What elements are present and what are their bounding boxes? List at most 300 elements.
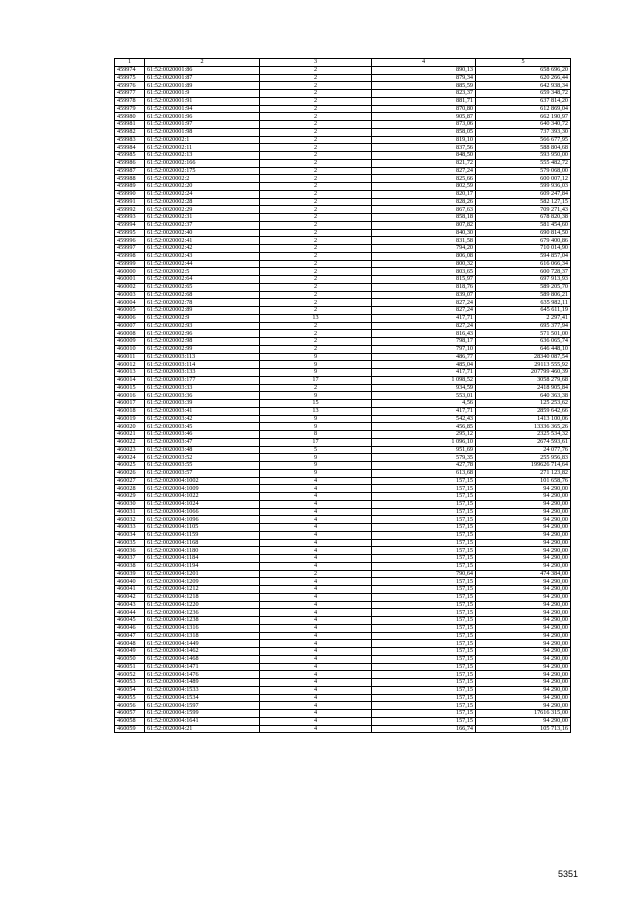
cadastral-number-cell: 61:52:0020002:28 bbox=[145, 198, 260, 206]
cadastral-number-cell: 61:52:0020003:36 bbox=[145, 392, 260, 400]
group-cell: 2 bbox=[260, 113, 372, 121]
row-id-cell: 459996 bbox=[115, 237, 145, 245]
row-id-cell: 460024 bbox=[115, 454, 145, 462]
column-header: 5 bbox=[476, 59, 571, 67]
table-row bbox=[115, 655, 571, 663]
value-cell: 199626 714,64 bbox=[476, 462, 571, 470]
table-row bbox=[115, 198, 571, 206]
cadastral-number-cell: 61:52:0020004:21 bbox=[145, 725, 260, 733]
table-row bbox=[115, 392, 571, 400]
area-cell: 157,15 bbox=[372, 547, 476, 555]
cadastral-number-cell: 61:52:0020001:91 bbox=[145, 97, 260, 105]
row-id-cell: 459977 bbox=[115, 90, 145, 98]
table-row bbox=[115, 245, 571, 253]
row-id-cell: 459983 bbox=[115, 136, 145, 144]
group-cell: 4 bbox=[260, 617, 372, 625]
row-id-cell: 460042 bbox=[115, 593, 145, 601]
table-row bbox=[115, 531, 571, 539]
row-id-cell: 460015 bbox=[115, 384, 145, 392]
cadastral-number-cell: 61:52:0020002:37 bbox=[145, 221, 260, 229]
group-cell: 2 bbox=[260, 152, 372, 160]
cadastral-number-cell: 61:52:0020004:1096 bbox=[145, 516, 260, 524]
group-cell: 9 bbox=[260, 462, 372, 470]
value-cell: 94 290,00 bbox=[476, 586, 571, 594]
row-id-cell: 459987 bbox=[115, 167, 145, 175]
group-cell: 2 bbox=[260, 175, 372, 183]
row-id-cell: 460008 bbox=[115, 330, 145, 338]
group-cell: 17 bbox=[260, 376, 372, 384]
value-cell: 94 290,00 bbox=[476, 500, 571, 508]
value-cell: 600 007,12 bbox=[476, 175, 571, 183]
group-cell: 9 bbox=[260, 369, 372, 377]
value-cell: 616 066,34 bbox=[476, 260, 571, 268]
value-cell: 94 290,00 bbox=[476, 601, 571, 609]
cadastral-number-cell: 61:52:0020003:46 bbox=[145, 431, 260, 439]
table-row bbox=[115, 121, 571, 129]
value-cell: 589 806,21 bbox=[476, 291, 571, 299]
cadastral-number-cell: 61:52:0020003:42 bbox=[145, 415, 260, 423]
table-row bbox=[115, 547, 571, 555]
area-cell: 553,01 bbox=[372, 392, 476, 400]
row-id-cell: 459994 bbox=[115, 221, 145, 229]
cadastral-number-cell: 61:52:0020004:1201 bbox=[145, 570, 260, 578]
area-cell: 417,71 bbox=[372, 369, 476, 377]
group-cell: 4 bbox=[260, 477, 372, 485]
row-id-cell: 460005 bbox=[115, 307, 145, 315]
cadastral-number-cell: 61:52:0020003:33 bbox=[145, 384, 260, 392]
group-cell: 4 bbox=[260, 679, 372, 687]
area-cell: 1 098,52 bbox=[372, 376, 476, 384]
table-row bbox=[115, 508, 571, 516]
value-cell: 594 857,04 bbox=[476, 252, 571, 260]
table-row bbox=[115, 338, 571, 346]
value-cell: 612 869,04 bbox=[476, 105, 571, 113]
value-cell: 94 290,00 bbox=[476, 609, 571, 617]
value-cell: 646 448,10 bbox=[476, 345, 571, 353]
area-cell: 157,15 bbox=[372, 531, 476, 539]
value-cell: 94 290,00 bbox=[476, 562, 571, 570]
table-row bbox=[115, 229, 571, 237]
area-cell: 818,76 bbox=[372, 283, 476, 291]
group-cell: 2 bbox=[260, 82, 372, 90]
group-cell: 2 bbox=[260, 283, 372, 291]
area-cell: 4,56 bbox=[372, 400, 476, 408]
value-cell: 593 950,00 bbox=[476, 152, 571, 160]
row-id-cell: 459980 bbox=[115, 113, 145, 121]
row-id-cell: 459988 bbox=[115, 175, 145, 183]
group-cell: 4 bbox=[260, 524, 372, 532]
value-cell: 640 340,72 bbox=[476, 121, 571, 129]
row-id-cell: 460020 bbox=[115, 423, 145, 431]
group-cell: 9 bbox=[260, 353, 372, 361]
value-cell: 94 290,00 bbox=[476, 640, 571, 648]
table-row bbox=[115, 438, 571, 446]
area-cell: 157,15 bbox=[372, 562, 476, 570]
row-id-cell: 460031 bbox=[115, 508, 145, 516]
group-cell: 5 bbox=[260, 446, 372, 454]
area-cell: 157,15 bbox=[372, 632, 476, 640]
cadastral-number-cell: 61:52:0020002:29 bbox=[145, 206, 260, 214]
table-row bbox=[115, 601, 571, 609]
value-cell: 28340 087,54 bbox=[476, 353, 571, 361]
table-row bbox=[115, 299, 571, 307]
value-cell: 737 393,30 bbox=[476, 128, 571, 136]
row-id-cell: 460012 bbox=[115, 361, 145, 369]
table-row bbox=[115, 648, 571, 656]
group-cell: 4 bbox=[260, 710, 372, 718]
area-cell: 890,13 bbox=[372, 66, 476, 74]
table-row bbox=[115, 260, 571, 268]
group-cell: 8 bbox=[260, 431, 372, 439]
table-row bbox=[115, 454, 571, 462]
table-row bbox=[115, 415, 571, 423]
cadastral-number-cell: 61:52:0020002:1 bbox=[145, 136, 260, 144]
table-row bbox=[115, 376, 571, 384]
cadastral-number-cell: 61:52:0020004:1238 bbox=[145, 617, 260, 625]
cadastral-number-cell: 61:52:0020001:96 bbox=[145, 113, 260, 121]
group-cell: 4 bbox=[260, 663, 372, 671]
table-row bbox=[115, 128, 571, 136]
cadastral-number-cell: 61:52:0020004:1599 bbox=[145, 710, 260, 718]
table-row bbox=[115, 283, 571, 291]
group-cell: 9 bbox=[260, 361, 372, 369]
cadastral-number-cell: 61:52:0020004:1024 bbox=[145, 500, 260, 508]
cadastral-number-cell: 61:52:0020002:24 bbox=[145, 190, 260, 198]
cadastral-number-cell: 61:52:0020004:1641 bbox=[145, 717, 260, 725]
column-header: 2 bbox=[145, 59, 260, 67]
value-cell: 697 913,93 bbox=[476, 276, 571, 284]
area-cell: 827,24 bbox=[372, 322, 476, 330]
group-cell: 4 bbox=[260, 624, 372, 632]
group-cell: 2 bbox=[260, 299, 372, 307]
value-cell: 94 290,00 bbox=[476, 547, 571, 555]
area-cell: 848,50 bbox=[372, 152, 476, 160]
row-id-cell: 459991 bbox=[115, 198, 145, 206]
value-cell: 94 290,00 bbox=[476, 593, 571, 601]
table-row bbox=[115, 113, 571, 121]
row-id-cell: 460039 bbox=[115, 570, 145, 578]
cadastral-number-cell: 61:52:0020004:1212 bbox=[145, 586, 260, 594]
table-row bbox=[115, 345, 571, 353]
table-row bbox=[115, 462, 571, 470]
row-id-cell: 460021 bbox=[115, 431, 145, 439]
table-row bbox=[115, 90, 571, 98]
area-cell: 157,15 bbox=[372, 586, 476, 594]
row-id-cell: 460032 bbox=[115, 516, 145, 524]
value-cell: 571 501,00 bbox=[476, 330, 571, 338]
cadastral-number-cell: 61:52:0020004:1105 bbox=[145, 524, 260, 532]
area-cell: 157,15 bbox=[372, 593, 476, 601]
table-row bbox=[115, 578, 571, 586]
cadastral-number-cell: 61:52:0020002:93 bbox=[145, 322, 260, 330]
area-cell: 427,78 bbox=[372, 462, 476, 470]
cadastral-number-cell: 61:52:0020004:1002 bbox=[145, 477, 260, 485]
row-id-cell: 460010 bbox=[115, 345, 145, 353]
group-cell: 4 bbox=[260, 702, 372, 710]
table-row bbox=[115, 369, 571, 377]
group-cell: 2 bbox=[260, 183, 372, 191]
area-cell: 881,71 bbox=[372, 97, 476, 105]
group-cell: 2 bbox=[260, 345, 372, 353]
cadastral-number-cell: 61:52:0020003:45 bbox=[145, 423, 260, 431]
cadastral-number-cell: 61:52:0020002:42 bbox=[145, 245, 260, 253]
area-cell: 157,15 bbox=[372, 686, 476, 694]
group-cell: 2 bbox=[260, 121, 372, 129]
table-row bbox=[115, 632, 571, 640]
table-row bbox=[115, 190, 571, 198]
row-id-cell: 460046 bbox=[115, 624, 145, 632]
table-row bbox=[115, 469, 571, 477]
cadastral-number-cell: 61:52:0020001:94 bbox=[145, 105, 260, 113]
area-cell: 157,15 bbox=[372, 555, 476, 563]
value-cell: 599 936,03 bbox=[476, 183, 571, 191]
group-cell: 2 bbox=[260, 167, 372, 175]
cadastral-number-cell: 61:52:0020002:96 bbox=[145, 330, 260, 338]
cadastral-number-cell: 61:52:0020004:1236 bbox=[145, 609, 260, 617]
group-cell: 4 bbox=[260, 493, 372, 501]
cadastral-number-cell: 61:52:0020001:98 bbox=[145, 128, 260, 136]
value-cell: 588 804,68 bbox=[476, 144, 571, 152]
group-cell: 2 bbox=[260, 322, 372, 330]
value-cell: 579 068,00 bbox=[476, 167, 571, 175]
row-id-cell: 459975 bbox=[115, 74, 145, 82]
value-cell: 271 123,82 bbox=[476, 469, 571, 477]
table-row bbox=[115, 252, 571, 260]
table-row bbox=[115, 493, 571, 501]
cadastral-number-cell: 61:52:0020004:1489 bbox=[145, 679, 260, 687]
cadastral-number-cell: 61:52:0020003:114 bbox=[145, 361, 260, 369]
cadastral-number-cell: 61:52:0020003:48 bbox=[145, 446, 260, 454]
value-cell: 94 290,00 bbox=[476, 524, 571, 532]
cadastral-value-table bbox=[114, 58, 571, 733]
row-id-cell: 459992 bbox=[115, 206, 145, 214]
row-id-cell: 459979 bbox=[115, 105, 145, 113]
group-cell: 9 bbox=[260, 454, 372, 462]
row-id-cell: 459989 bbox=[115, 183, 145, 191]
area-cell: 790,64 bbox=[372, 570, 476, 578]
value-cell: 2 297,41 bbox=[476, 314, 571, 322]
area-cell: 839,07 bbox=[372, 291, 476, 299]
area-cell: 831,58 bbox=[372, 237, 476, 245]
table-row bbox=[115, 624, 571, 632]
row-id-cell: 460033 bbox=[115, 524, 145, 532]
area-cell: 157,15 bbox=[372, 477, 476, 485]
row-id-cell: 460053 bbox=[115, 679, 145, 687]
area-cell: 613,68 bbox=[372, 469, 476, 477]
group-cell: 4 bbox=[260, 632, 372, 640]
row-id-cell: 459984 bbox=[115, 144, 145, 152]
group-cell: 15 bbox=[260, 400, 372, 408]
row-id-cell: 460014 bbox=[115, 376, 145, 384]
cadastral-number-cell: 61:52:0020002:65 bbox=[145, 283, 260, 291]
cadastral-number-cell: 61:52:0020002:31 bbox=[145, 214, 260, 222]
area-cell: 157,15 bbox=[372, 710, 476, 718]
table-row bbox=[115, 105, 571, 113]
value-cell: 94 290,00 bbox=[476, 686, 571, 694]
value-cell: 3058 279,68 bbox=[476, 376, 571, 384]
area-cell: 157,15 bbox=[372, 679, 476, 687]
value-cell: 678 820,38 bbox=[476, 214, 571, 222]
row-id-cell: 459976 bbox=[115, 82, 145, 90]
table-row bbox=[115, 593, 571, 601]
row-id-cell: 459978 bbox=[115, 97, 145, 105]
group-cell: 9 bbox=[260, 423, 372, 431]
value-cell: 94 290,00 bbox=[476, 632, 571, 640]
value-cell: 94 290,00 bbox=[476, 617, 571, 625]
cadastral-number-cell: 61:52:0020004:1209 bbox=[145, 578, 260, 586]
row-id-cell: 460007 bbox=[115, 322, 145, 330]
row-id-cell: 460037 bbox=[115, 555, 145, 563]
area-cell: 825,66 bbox=[372, 175, 476, 183]
cadastral-number-cell: 61:52:0020004:1534 bbox=[145, 694, 260, 702]
cadastral-number-cell: 61:52:0020004:1449 bbox=[145, 640, 260, 648]
area-cell: 798,17 bbox=[372, 338, 476, 346]
cadastral-number-cell: 61:52:0020001:97 bbox=[145, 121, 260, 129]
value-cell: 659 348,72 bbox=[476, 90, 571, 98]
group-cell: 2 bbox=[260, 159, 372, 167]
group-cell: 2 bbox=[260, 128, 372, 136]
area-cell: 542,43 bbox=[372, 415, 476, 423]
group-cell: 4 bbox=[260, 609, 372, 617]
value-cell: 94 290,00 bbox=[476, 655, 571, 663]
table-row bbox=[115, 725, 571, 733]
table-row bbox=[115, 353, 571, 361]
group-cell: 4 bbox=[260, 555, 372, 563]
cadastral-number-cell: 61:52:0020004:1597 bbox=[145, 702, 260, 710]
table-row bbox=[115, 74, 571, 82]
cadastral-number-cell: 61:52:0020004:1218 bbox=[145, 593, 260, 601]
value-cell: 94 290,00 bbox=[476, 694, 571, 702]
value-cell: 94 290,00 bbox=[476, 679, 571, 687]
group-cell: 2 bbox=[260, 291, 372, 299]
value-cell: 662 190,97 bbox=[476, 113, 571, 121]
table-body bbox=[115, 66, 571, 733]
group-cell: 2 bbox=[260, 276, 372, 284]
area-cell: 828,26 bbox=[372, 198, 476, 206]
value-cell: 600 728,37 bbox=[476, 268, 571, 276]
table-row bbox=[115, 423, 571, 431]
value-cell: 636 065,74 bbox=[476, 338, 571, 346]
table-row bbox=[115, 686, 571, 694]
row-id-cell: 459999 bbox=[115, 260, 145, 268]
group-cell: 9 bbox=[260, 469, 372, 477]
group-cell: 2 bbox=[260, 90, 372, 98]
value-cell: 94 290,00 bbox=[476, 539, 571, 547]
value-cell: 13336 365,26 bbox=[476, 423, 571, 431]
value-cell: 620 266,44 bbox=[476, 74, 571, 82]
group-cell: 4 bbox=[260, 601, 372, 609]
cadastral-number-cell: 61:52:0020002:2 bbox=[145, 175, 260, 183]
cadastral-number-cell: 61:52:0020002:20 bbox=[145, 183, 260, 191]
cadastral-number-cell: 61:52:0020004:1533 bbox=[145, 686, 260, 694]
cadastral-number-cell: 61:52:0020001:89 bbox=[145, 82, 260, 90]
table-row bbox=[115, 384, 571, 392]
group-cell: 2 bbox=[260, 245, 372, 253]
row-id-cell: 459993 bbox=[115, 214, 145, 222]
area-cell: 870,80 bbox=[372, 105, 476, 113]
row-id-cell: 460048 bbox=[115, 640, 145, 648]
cadastral-number-cell: 61:52:0020002:98 bbox=[145, 338, 260, 346]
row-id-cell: 460054 bbox=[115, 686, 145, 694]
group-cell: 4 bbox=[260, 485, 372, 493]
row-id-cell: 460019 bbox=[115, 415, 145, 423]
value-cell: 555 482,72 bbox=[476, 159, 571, 167]
value-cell: 1413 100,06 bbox=[476, 415, 571, 423]
cadastral-number-cell: 61:52:0020002:78 bbox=[145, 299, 260, 307]
area-cell: 157,15 bbox=[372, 624, 476, 632]
group-cell: 4 bbox=[260, 648, 372, 656]
row-id-cell: 460017 bbox=[115, 400, 145, 408]
area-cell: 951,69 bbox=[372, 446, 476, 454]
area-cell: 485,04 bbox=[372, 361, 476, 369]
table-row bbox=[115, 291, 571, 299]
area-cell: 157,15 bbox=[372, 539, 476, 547]
table-row bbox=[115, 322, 571, 330]
row-id-cell: 460057 bbox=[115, 710, 145, 718]
table-row bbox=[115, 477, 571, 485]
table-row bbox=[115, 694, 571, 702]
cadastral-number-cell: 61:52:0020002:5 bbox=[145, 268, 260, 276]
value-cell: 94 290,00 bbox=[476, 717, 571, 725]
area-cell: 157,15 bbox=[372, 671, 476, 679]
value-cell: 709 271,43 bbox=[476, 206, 571, 214]
cadastral-number-cell: 61:52:0020004:1194 bbox=[145, 562, 260, 570]
cadastral-number-cell: 61:52:0020003:133 bbox=[145, 369, 260, 377]
table-row bbox=[115, 237, 571, 245]
cadastral-number-cell: 61:52:0020004:1220 bbox=[145, 601, 260, 609]
row-id-cell: 460051 bbox=[115, 663, 145, 671]
column-header: 3 bbox=[260, 59, 372, 67]
table-row bbox=[115, 710, 571, 718]
area-cell: 794,20 bbox=[372, 245, 476, 253]
cadastral-number-cell: 61:52:0020004:1471 bbox=[145, 663, 260, 671]
value-cell: 94 290,00 bbox=[476, 485, 571, 493]
cadastral-number-cell: 61:52:0020003:47 bbox=[145, 438, 260, 446]
cadastral-number-cell: 61:52:0020003:39 bbox=[145, 400, 260, 408]
value-cell: 645 611,19 bbox=[476, 307, 571, 315]
table-row bbox=[115, 617, 571, 625]
area-cell: 157,15 bbox=[372, 617, 476, 625]
row-id-cell: 460023 bbox=[115, 446, 145, 454]
table-row bbox=[115, 307, 571, 315]
group-cell: 9 bbox=[260, 392, 372, 400]
table-row bbox=[115, 276, 571, 284]
cadastral-number-cell: 61:52:0020004:1022 bbox=[145, 493, 260, 501]
area-cell: 819,10 bbox=[372, 136, 476, 144]
area-cell: 905,87 bbox=[372, 113, 476, 121]
row-id-cell: 459997 bbox=[115, 245, 145, 253]
group-cell: 2 bbox=[260, 260, 372, 268]
area-cell: 157,15 bbox=[372, 609, 476, 617]
table-row bbox=[115, 671, 571, 679]
cadastral-number-cell: 61:52:0020002:41 bbox=[145, 237, 260, 245]
area-cell: 157,15 bbox=[372, 663, 476, 671]
cadastral-number-cell: 61:52:0020004:1180 bbox=[145, 547, 260, 555]
value-cell: 695 377,94 bbox=[476, 322, 571, 330]
table-row bbox=[115, 152, 571, 160]
group-cell: 2 bbox=[260, 252, 372, 260]
group-cell: 4 bbox=[260, 694, 372, 702]
value-cell: 566 677,95 bbox=[476, 136, 571, 144]
cadastral-number-cell: 61:52:0020004:1318 bbox=[145, 632, 260, 640]
cadastral-number-cell: 61:52:0020002:64 bbox=[145, 276, 260, 284]
row-id-cell: 460044 bbox=[115, 609, 145, 617]
cadastral-number-cell: 61:52:0020003:41 bbox=[145, 407, 260, 415]
group-cell: 9 bbox=[260, 415, 372, 423]
area-cell: 157,15 bbox=[372, 578, 476, 586]
cadastral-number-cell: 61:52:0020001:87 bbox=[145, 74, 260, 82]
header-row bbox=[115, 59, 571, 67]
